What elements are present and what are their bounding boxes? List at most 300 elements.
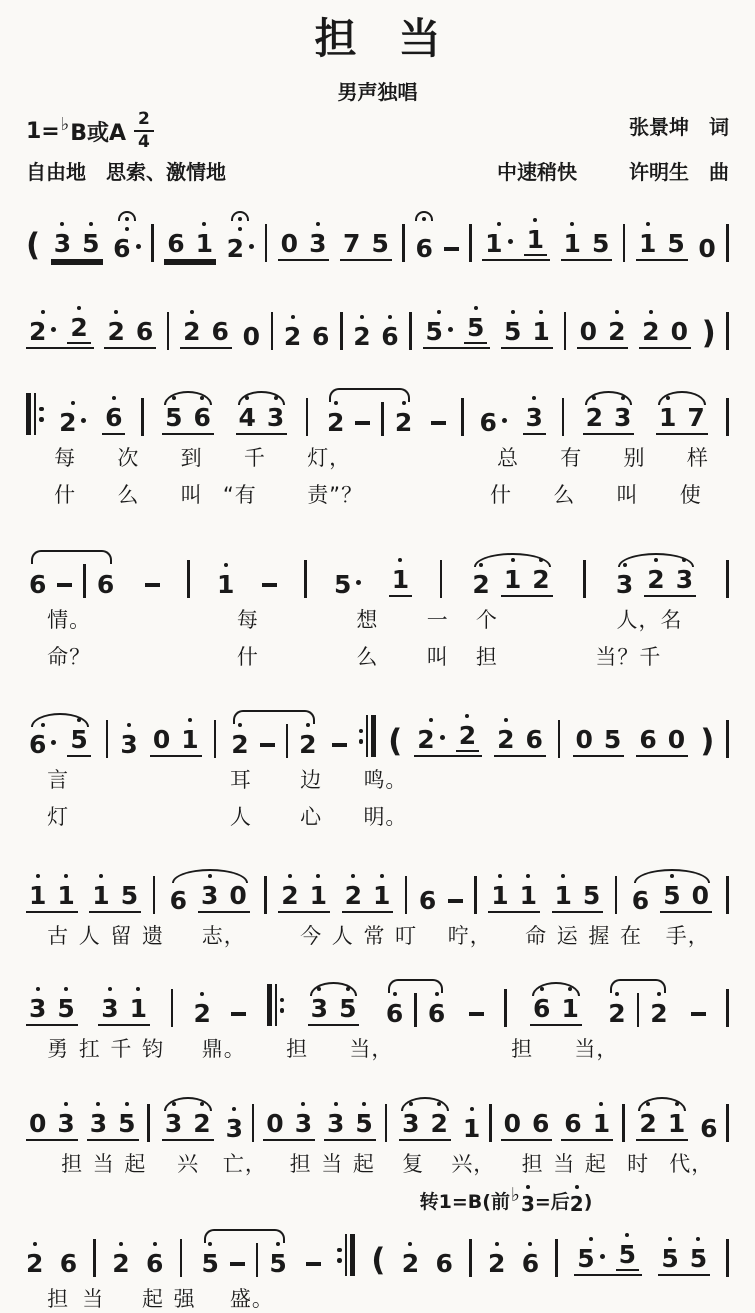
- note-1: 1: [659, 405, 676, 430]
- note-6: 6: [113, 236, 140, 261]
- octave-dot: [666, 396, 670, 400]
- beam-group: [639, 319, 691, 349]
- repeat-thin-line: [345, 1234, 347, 1276]
- note-2: 2: [570, 1194, 584, 1214]
- octave-dot: [646, 222, 650, 226]
- beam-group: [573, 727, 625, 757]
- octave-dot: [64, 1102, 68, 1106]
- note-1: 1: [561, 996, 578, 1021]
- barline: [461, 398, 464, 436]
- tie: [26, 548, 117, 600]
- beam-group: [423, 315, 491, 349]
- note-3: 3: [267, 405, 284, 430]
- note-2: 2: [431, 1111, 448, 1136]
- barline: [252, 1104, 255, 1142]
- barline: [726, 876, 729, 914]
- augmentation-dot: [502, 418, 507, 423]
- note-0: 0: [229, 881, 247, 911]
- dash: [57, 583, 72, 587]
- note-0: 0: [698, 234, 716, 264]
- slur: [233, 389, 291, 435]
- octave-dot: [288, 874, 292, 878]
- lyric: 鼎。: [201, 1037, 246, 1062]
- octave-dot: [71, 401, 75, 405]
- note-4: 4: [239, 405, 256, 430]
- note-3: 3: [201, 883, 218, 908]
- lyric: 人: [331, 924, 354, 949]
- octave-dot: [188, 718, 192, 722]
- lyric: 勇: [47, 1037, 70, 1062]
- beam-group: [236, 405, 288, 435]
- lyric: 起: [584, 1152, 607, 1177]
- note-0: 0: [152, 725, 171, 755]
- note-6: 6: [59, 1249, 78, 1279]
- octave-dot: [465, 714, 469, 718]
- note-5: 5: [202, 1251, 219, 1276]
- beam-group: [464, 315, 487, 344]
- note-5: 5: [663, 883, 680, 908]
- lyric: 起: [141, 1287, 164, 1312]
- beam-group: [162, 405, 214, 435]
- note-1: 1: [527, 227, 544, 252]
- note-5: 5: [603, 725, 622, 755]
- dash: [431, 421, 446, 425]
- repeat-dots: [280, 998, 285, 1013]
- note-1: 1: [564, 231, 581, 256]
- beam-group: [577, 319, 629, 349]
- barline: [414, 993, 417, 1027]
- note-1: 1: [504, 567, 521, 592]
- note-3: 3: [29, 996, 46, 1021]
- music-line-2: [26, 289, 729, 352]
- lyric: 强: [173, 1287, 196, 1312]
- note-5: 5: [577, 1246, 604, 1271]
- note-2: 2: [284, 324, 301, 349]
- octave-dot: [408, 1242, 412, 1246]
- fermata: [415, 211, 433, 221]
- repeat-start: [267, 984, 285, 1026]
- note-1: 1: [373, 883, 390, 908]
- note-2: 2: [459, 723, 476, 748]
- lyric: 担: [286, 1037, 309, 1062]
- beam-group: [660, 883, 712, 913]
- augmentation-dot: [51, 740, 56, 745]
- lyric: 遗: [141, 924, 164, 949]
- lyric: 担: [47, 1287, 70, 1312]
- octave-dot: [623, 563, 627, 567]
- barline: [265, 224, 268, 262]
- dot: [337, 1248, 342, 1253]
- repeat-dots: [359, 729, 364, 744]
- octave-dot: [96, 1102, 100, 1106]
- lyric: 么: [356, 645, 379, 670]
- octave-dot: [474, 306, 478, 310]
- lyrics-line: [26, 1283, 729, 1313]
- note-5: 5: [355, 1111, 372, 1136]
- lyrics-line: [26, 479, 729, 509]
- barline: [489, 1104, 492, 1142]
- dot: [39, 417, 44, 422]
- note-1: 1: [130, 996, 147, 1021]
- lyric: 别: [623, 446, 646, 471]
- note-5: 5: [165, 405, 182, 430]
- note-6: 6: [96, 570, 115, 600]
- beam-group: [89, 883, 141, 913]
- tempo-marking: 自由地 思索、激情地: [26, 160, 226, 185]
- beam-group: [263, 1111, 315, 1141]
- octave-dot: [696, 1237, 700, 1241]
- dash: [444, 247, 459, 251]
- octave-dot: [153, 1242, 157, 1246]
- lyric: 今: [300, 924, 323, 949]
- barline: [306, 398, 309, 436]
- lyric: 每: [236, 608, 259, 633]
- flat-sign: ♭: [60, 113, 70, 135]
- note-2: 2: [327, 410, 344, 435]
- note-1: 1: [555, 883, 572, 908]
- lyrics-line: [26, 1033, 729, 1063]
- lyric: 担: [289, 1152, 312, 1177]
- modulation-annotation: [26, 1184, 729, 1217]
- time-numerator: 2: [134, 111, 154, 132]
- lyrics-line: [26, 1148, 729, 1178]
- octave-dot: [362, 1102, 366, 1106]
- barline: [726, 1104, 729, 1142]
- dot: [359, 729, 364, 734]
- octave-dot: [398, 558, 402, 562]
- octave-dot: [77, 718, 81, 722]
- note-1: 1: [532, 319, 549, 344]
- octave-dot: [238, 723, 242, 727]
- lyric: 担: [475, 645, 498, 670]
- note-3: 3: [521, 1194, 535, 1214]
- barline: [264, 876, 267, 914]
- beam-group: [488, 883, 540, 913]
- lyric: 边: [300, 768, 323, 793]
- note-5: 5: [667, 229, 685, 259]
- tie: [199, 1227, 290, 1279]
- note-6: 6: [381, 324, 398, 349]
- note-1: 1: [92, 883, 109, 908]
- octave-dot: [575, 1185, 579, 1189]
- dot: [337, 1258, 342, 1263]
- tie: [324, 386, 415, 438]
- octave-dot: [291, 315, 295, 319]
- lyric: 情。: [47, 608, 92, 633]
- octave-dot: [125, 227, 129, 231]
- barline: [726, 560, 729, 598]
- octave-dot: [108, 987, 112, 991]
- fermata: [231, 211, 249, 221]
- barline: [564, 312, 567, 350]
- octave-dot: [649, 310, 653, 314]
- augmentation-dot: [508, 239, 513, 244]
- repeat-dots: [337, 1248, 342, 1263]
- note-2: 2: [417, 727, 444, 752]
- lyric: 当: [321, 1152, 344, 1177]
- time-denominator: 4: [138, 132, 150, 153]
- note-0: 0: [280, 229, 299, 259]
- lyric: 运: [556, 924, 579, 949]
- repeat-thin-line: [34, 393, 36, 435]
- repeat-thin-line: [275, 984, 277, 1026]
- lyrics-line: [26, 801, 729, 831]
- header-row-key: [26, 111, 729, 155]
- key-signature: [26, 111, 154, 151]
- lyric: 命: [525, 924, 548, 949]
- dash: [306, 1262, 321, 1266]
- dash: [355, 421, 370, 425]
- note-3: 3: [226, 1116, 243, 1141]
- note-1: 1: [463, 1116, 480, 1141]
- lyric: 叮: [395, 924, 418, 949]
- lyric: 当，: [574, 1037, 619, 1062]
- note-6: 6: [194, 405, 211, 430]
- note-6: 6: [416, 236, 433, 261]
- repeat-start: [26, 393, 44, 435]
- octave-dot: [654, 558, 658, 562]
- note-1: 1: [668, 1111, 685, 1136]
- augmentation-dot: [440, 735, 445, 740]
- note-3: 3: [614, 405, 631, 430]
- dot: [359, 739, 364, 744]
- lyric: 人，名: [616, 608, 683, 633]
- note-6: 6: [700, 1114, 718, 1144]
- octave-dot: [675, 1102, 679, 1106]
- lyric: 当: [82, 1287, 105, 1312]
- octave-dot: [316, 222, 320, 226]
- lyrics-line: [26, 604, 729, 634]
- lyric: 到: [180, 446, 203, 471]
- repeat-thick-line: [26, 393, 31, 435]
- note-1: 1: [196, 231, 213, 256]
- note-5: 5: [504, 319, 521, 344]
- barline: [726, 398, 729, 436]
- note-6: 6: [531, 1109, 550, 1139]
- note-6: 6: [522, 1251, 539, 1276]
- octave-dot: [36, 874, 40, 878]
- barline: [622, 1104, 625, 1142]
- augmentation-dot: [136, 244, 141, 249]
- note-3: 3: [311, 996, 328, 1021]
- note-6: 6: [105, 405, 122, 430]
- subtitle-voice-type: 男声独唱: [337, 80, 418, 105]
- music-line-5: [26, 697, 729, 760]
- dash: [332, 743, 347, 747]
- barline: [469, 1239, 472, 1277]
- lyric: 什: [236, 645, 259, 670]
- octave-dot: [119, 1242, 123, 1246]
- beam-group: [278, 231, 330, 261]
- lyric: 兴，: [451, 1152, 496, 1177]
- dot: [39, 407, 44, 412]
- slur: [159, 1095, 217, 1141]
- lyric: 兴: [177, 1152, 200, 1177]
- octave-dot: [409, 1102, 413, 1106]
- beam-group: [644, 567, 696, 597]
- octave-dot: [561, 874, 565, 878]
- slur: [633, 1095, 691, 1141]
- sheet-music-page: [26, 16, 729, 1313]
- text-fragment: 转1=B(前: [419, 1191, 510, 1214]
- repeat-thick-line: [267, 984, 272, 1026]
- lyric: 么: [553, 483, 576, 508]
- octave-dot: [232, 1107, 236, 1111]
- octave-dot: [570, 222, 574, 226]
- note-2: 2: [281, 883, 298, 908]
- barline: [726, 989, 729, 1027]
- octave-dot: [615, 992, 619, 996]
- dash: [230, 1262, 245, 1266]
- octave-dot: [208, 874, 212, 878]
- beam-group: [87, 1111, 139, 1141]
- note-2: 2: [193, 1111, 210, 1136]
- lyric: 在: [620, 924, 643, 949]
- note-3: 3: [616, 572, 633, 597]
- beam-group: [656, 405, 708, 435]
- barline: [147, 1104, 150, 1142]
- beam-group: [150, 727, 202, 757]
- beam-group: [399, 1111, 451, 1141]
- header-row-tempo: [26, 155, 729, 185]
- octave-dot: [435, 992, 439, 996]
- lyric: 握: [588, 924, 611, 949]
- text-fragment: =后: [534, 1191, 570, 1214]
- note-5: 5: [661, 1246, 678, 1271]
- note-6: 6: [564, 1109, 582, 1139]
- lyric: 当，: [349, 1037, 394, 1062]
- octave-dot: [393, 992, 397, 996]
- barline: [469, 224, 472, 262]
- lyric: 千: [110, 1037, 133, 1062]
- note-2: 2: [183, 319, 200, 344]
- octave-dot: [540, 987, 544, 991]
- slur: [26, 711, 94, 760]
- octave-dot: [511, 310, 515, 314]
- octave-dot: [301, 1102, 305, 1106]
- octave-dot: [89, 222, 93, 226]
- note-6: 6: [211, 317, 229, 347]
- lyrics-line: [26, 641, 729, 671]
- octave-dot: [360, 315, 364, 319]
- beam-group: [324, 1111, 376, 1141]
- octave-dot: [190, 310, 194, 314]
- beam-group: [636, 1111, 688, 1141]
- note-0: 0: [667, 725, 686, 755]
- barline: [153, 876, 156, 914]
- octave-dot: [172, 396, 176, 400]
- barline: [726, 312, 729, 350]
- octave-dot: [346, 987, 350, 991]
- beam-group: [524, 227, 547, 256]
- octave-dot: [114, 310, 118, 314]
- lyrics-line: [26, 442, 729, 472]
- augmentation-dot: [356, 580, 361, 585]
- note-0: 0: [266, 1109, 284, 1139]
- note-2: 2: [112, 1251, 129, 1276]
- slur: [580, 389, 638, 435]
- note-7: 7: [343, 229, 361, 259]
- note-5: 5: [82, 231, 99, 256]
- barline: [440, 560, 443, 598]
- barline: [381, 402, 384, 436]
- parenthesis: ): [701, 315, 716, 352]
- note-6: 6: [428, 1001, 445, 1026]
- barline: [583, 560, 586, 598]
- note-2: 2: [231, 732, 248, 757]
- octave-dot: [668, 1237, 672, 1241]
- note-3: 3: [526, 405, 543, 430]
- octave-dot: [497, 222, 501, 226]
- note-5: 5: [339, 996, 356, 1021]
- lyric: 代，: [669, 1152, 714, 1177]
- note-6: 6: [29, 570, 47, 600]
- octave-dot: [402, 401, 406, 405]
- barline: [562, 398, 565, 436]
- beam-group: [482, 227, 550, 261]
- note-2: 2: [59, 410, 86, 435]
- lyric: 古: [47, 924, 70, 949]
- octave-dot: [306, 723, 310, 727]
- beam-group: [494, 727, 546, 757]
- key-prefix: 1=: [26, 118, 60, 144]
- octave-dot: [539, 558, 543, 562]
- octave-dot: [112, 396, 116, 400]
- beam-group: [414, 723, 482, 757]
- octave-dot: [99, 874, 103, 878]
- note-6: 6: [29, 732, 56, 757]
- beam-group: [636, 727, 688, 757]
- octave-dot: [136, 987, 140, 991]
- dash: [260, 743, 275, 747]
- octave-dot: [125, 1102, 129, 1106]
- note-2: 2: [647, 567, 664, 592]
- lyric: 鸣。: [363, 768, 408, 793]
- octave-dot: [532, 396, 536, 400]
- beam-group: [342, 883, 394, 913]
- dash: [231, 1012, 246, 1016]
- beam-group: [162, 1111, 214, 1141]
- parenthesis: (: [388, 723, 403, 760]
- octave-dot: [41, 310, 45, 314]
- beam-group: [530, 996, 582, 1026]
- note-2: 2: [650, 1001, 667, 1026]
- note-0: 0: [29, 1109, 47, 1139]
- beam-group: [501, 567, 553, 597]
- note-1: 1: [639, 231, 656, 256]
- octave-dot: [621, 396, 625, 400]
- note-2: 2: [29, 319, 56, 344]
- note-3: 3: [165, 1111, 182, 1136]
- dash: [469, 1012, 484, 1016]
- octave-dot: [238, 227, 242, 231]
- lyric: 当: [553, 1152, 576, 1177]
- beam-group: [658, 1246, 710, 1276]
- barline: [180, 1239, 183, 1277]
- lyric: 扛: [78, 1037, 101, 1062]
- beam-group: [340, 231, 392, 261]
- barline: [187, 560, 190, 598]
- lyric: 么: [117, 483, 140, 508]
- note-1: 1: [57, 883, 74, 908]
- beam-group: [456, 723, 479, 752]
- octave-dot: [511, 558, 515, 562]
- note-6: 6: [435, 1249, 453, 1279]
- lyric: 志，: [201, 924, 246, 949]
- slur: [613, 551, 699, 600]
- octave-dot: [615, 310, 619, 314]
- octave-dot: [526, 874, 530, 878]
